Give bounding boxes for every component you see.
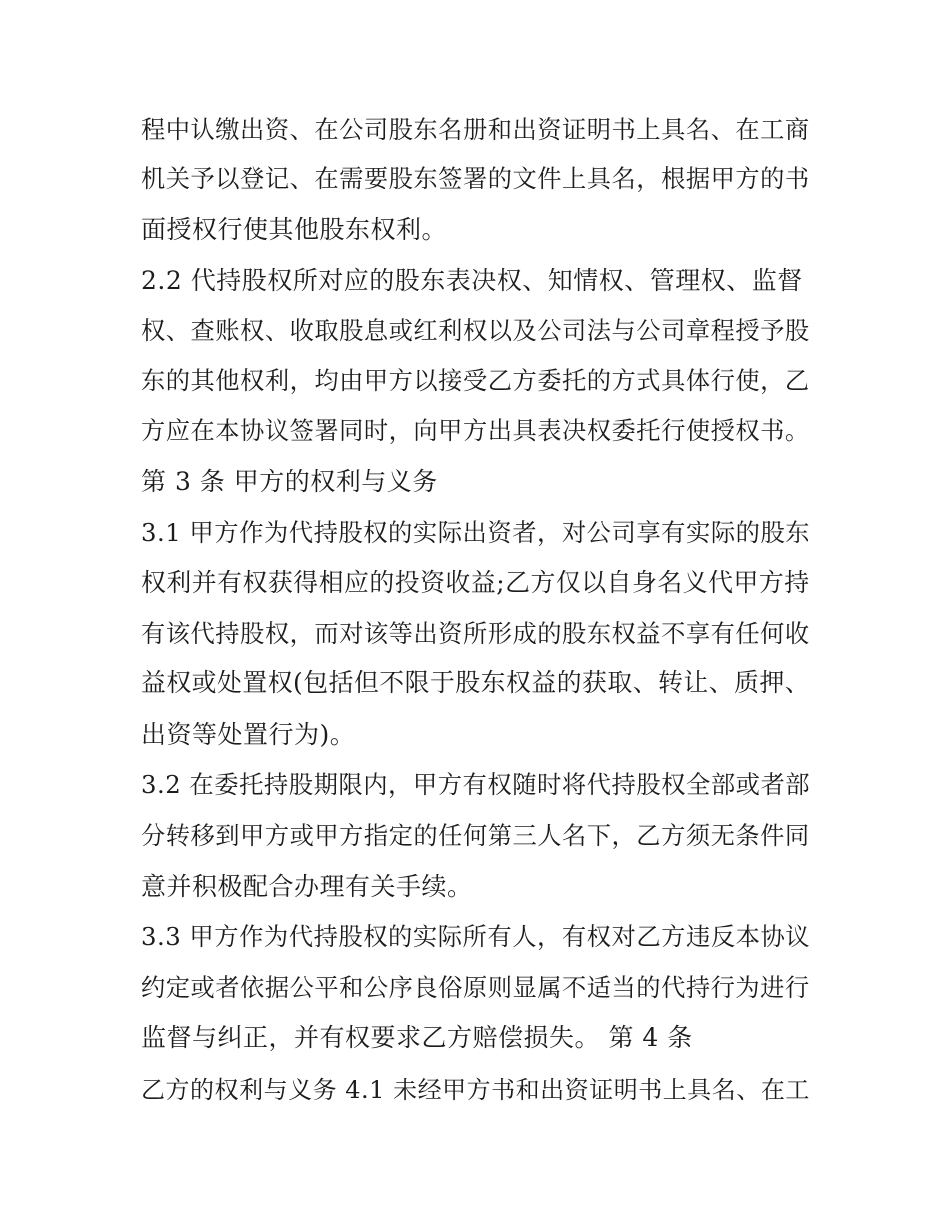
text-line: 意并积极配合办理有关手续。 — [141, 872, 473, 901]
text-line: 乙方的权利与义务 4.1 未经甲方书和出资证明书上具名、在工 — [141, 1076, 810, 1104]
text-line: 方应在本协议签署同时，向甲方出具表决权委托行使授权书。 — [141, 416, 810, 445]
section-heading: 第 3 条 甲方的权利与义务 — [141, 467, 438, 496]
text-line: 2.2 代持股权所对应的股东表决权、知情权、管理权、监督 — [141, 266, 803, 295]
text-line: 益权或处置权(包括但不限于股东权益的获取、转让、质押、 — [141, 668, 811, 697]
text-line: 3.1 甲方作为代持股权的实际出资者，对公司享有实际的股东 — [141, 518, 811, 547]
text-line: 东的其他权利，均由甲方以接受乙方委托的方式具体行使，乙 — [141, 366, 810, 395]
text-line: 权、查账权、收取股息或红利权以及公司法与公司章程授予股 — [141, 316, 810, 345]
text-line: 有该代持股权，而对该等出资所形成的股东权益不享有任何收 — [141, 619, 810, 648]
text-line: 3.2 在委托持股期限内，甲方有权随时将代持股权全部或者部 — [141, 770, 811, 799]
text-line: 权利并有权获得相应的投资收益;乙方仅以自身名义代甲方持 — [141, 568, 810, 597]
text-line: 出资等处置行为)。 — [141, 720, 356, 749]
text-line: 机关予以登记、在需要股东签署的文件上具名，根据甲方的书 — [141, 164, 810, 193]
text-line: 约定或者依据公平和公序良俗原则显属不适当的代持行为进行 — [141, 973, 810, 1002]
text-line: 3.3 甲方作为代持股权的实际所有人，有权对乙方违反本协议 — [141, 922, 811, 951]
text-line: 分转移到甲方或甲方指定的任何第三人名下，乙方须无条件同 — [141, 821, 810, 850]
text-line: 监督与纠正，并有权要求乙方赔偿损失。 第 4 条 — [141, 1023, 693, 1052]
text-line: 程中认缴出资、在公司股东名册和出资证明书上具名、在工商 — [141, 115, 810, 144]
text-line: 面授权行使其他股东权利。 — [141, 215, 448, 244]
